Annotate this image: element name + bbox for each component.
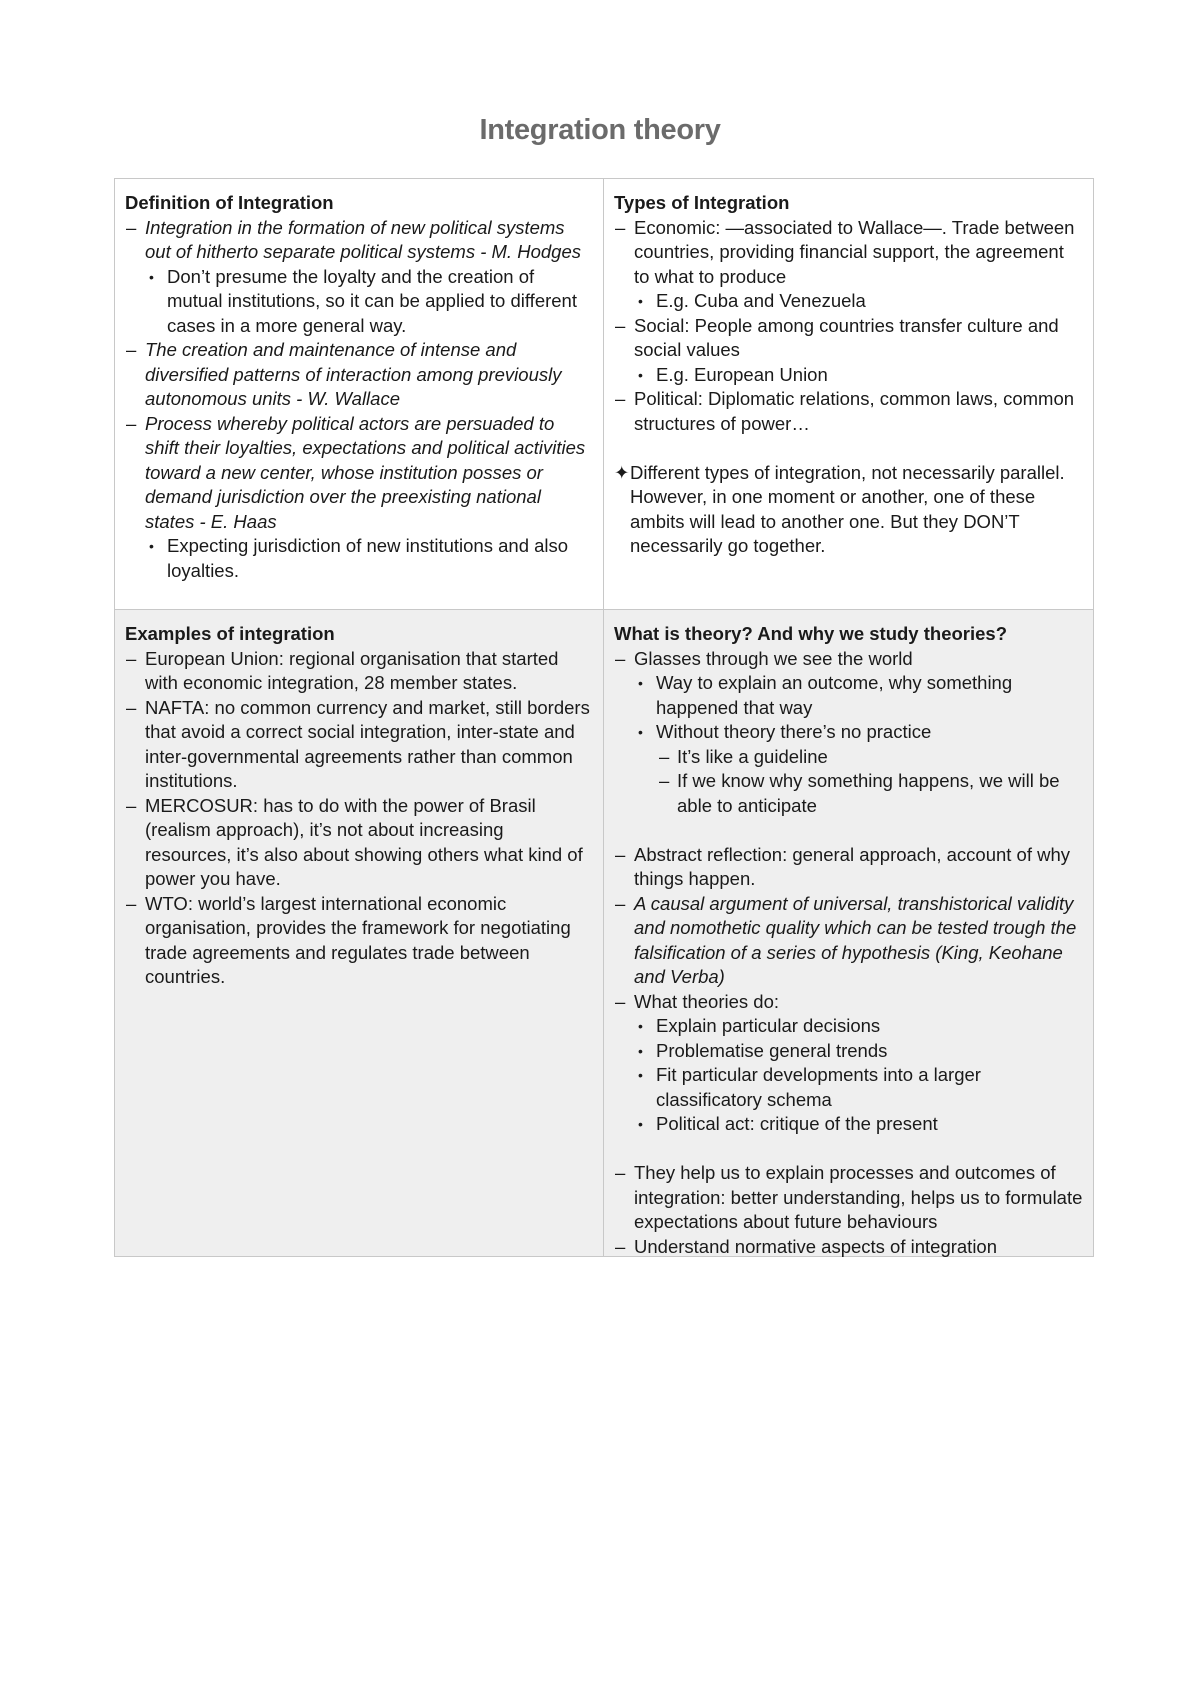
hodges-quote: Integration in the formation of new political systems out of hitherto separate political systems - M. Hodges	[145, 216, 581, 262]
anticipate-item: If we know why something happens, we will be able to anticipate	[677, 770, 1060, 816]
do-item: Fit particular developments into a larger classificatory schema	[656, 1064, 981, 1110]
list-item	[614, 720, 1083, 745]
list-item	[614, 1235, 1083, 1260]
definition-cell	[115, 179, 604, 610]
notes-table	[114, 178, 1094, 1257]
dash-marker: –	[615, 388, 626, 409]
list-item	[125, 338, 593, 412]
definition-heading: Definition of Integration	[125, 192, 334, 213]
haas-note: Expecting jurisdiction of new institutions and also loyalties.	[167, 535, 569, 581]
list-item	[614, 289, 1083, 314]
dash-marker: –	[615, 892, 626, 914]
theory-cell	[604, 610, 1093, 1256]
dash-marker: –	[659, 770, 670, 791]
examples-heading: Examples of integration	[125, 623, 335, 644]
list-item	[125, 265, 593, 339]
definition-list	[125, 216, 593, 584]
guideline-item: It’s like a guideline	[677, 745, 828, 767]
dash-marker: –	[126, 647, 137, 669]
dash-marker: –	[615, 1235, 626, 1257]
wto-example: WTO: world’s largest international economic organisation, provides the framework for negotiating trade agreements and regulates trade between countries.	[145, 892, 571, 987]
dash-marker: –	[615, 647, 626, 669]
bullet-marker: •	[638, 366, 643, 383]
what-theories-do: What theories do:	[634, 990, 779, 1012]
economic-type: Economic: —associated to Wallace—. Trade between countries, providing financial support, the agreement to what to produce	[634, 216, 1075, 287]
mercosur-example: MERCOSUR: has to do with the power of Brasil (realism approach), it’s not about increasing resources, it’s also about showing others what kind of power you have.	[145, 794, 583, 889]
causal-quote: A causal argument of universal, transhistorical validity and nomothetic quality which can be tested trough the falsification of a series of hypothesis (King, Keohane and Verba)	[634, 892, 1077, 987]
do-item: Political act: critique of the present	[656, 1113, 938, 1134]
bullet-marker: •	[149, 268, 154, 285]
bullet-marker: •	[638, 1042, 643, 1059]
theory-list	[614, 647, 1083, 819]
normative-item: Understand normative aspects of integration	[634, 1235, 998, 1257]
types-heading: Types of Integration	[614, 192, 790, 213]
dash-marker: –	[126, 696, 137, 718]
dash-marker: –	[126, 892, 137, 914]
bullet-marker: •	[149, 538, 154, 554]
way-item: Way to explain an outcome, why something happened that way	[656, 672, 1013, 718]
types-note-text: Different types of integration, not necessarily parallel. However, in one moment or another, one of these ambits will lead to another one. But they DON’T necessarily go together.	[630, 461, 1065, 556]
bullet-marker: •	[638, 1116, 643, 1132]
list-item	[614, 1039, 1083, 1064]
list-item	[614, 1063, 1083, 1112]
list-item	[614, 216, 1083, 290]
theory-list-3	[614, 1161, 1083, 1259]
page-title: Integration theory	[479, 114, 721, 146]
without-item: Without theory there’s no practice	[656, 721, 932, 742]
dash-marker: –	[126, 339, 137, 360]
haas-quote: Process whereby political actors are persuaded to shift their loyalties, expectations and political activities toward a new center, whose institution posses or demand jurisdiction over the preexisting national states - E. Haas	[145, 412, 586, 532]
list-item	[614, 990, 1083, 1015]
dash-marker: –	[659, 745, 670, 767]
nafta-example: NAFTA: no common currency and market, still borders that avoid a correct social integration, inter-state and inter-governmental agreements rather than common institutions.	[145, 696, 590, 791]
list-item	[125, 647, 593, 696]
list-item	[125, 412, 593, 535]
glasses-item: Glasses through we see the world	[634, 647, 913, 669]
bullet-marker: •	[638, 1018, 643, 1034]
abstract-item: Abstract reflection: general approach, account of why things happen.	[634, 843, 1071, 889]
economic-example: E.g. Cuba and Venezuela	[656, 290, 866, 311]
do-item: Problematise general trends	[656, 1039, 888, 1061]
dash-marker: –	[615, 843, 626, 865]
types-list	[614, 216, 1083, 437]
types-cell	[604, 179, 1093, 610]
social-example: E.g. European Union	[656, 363, 828, 385]
hodges-note: Don’t presume the loyalty and the creation of mutual institutions, so it can be applied to different cases in a more general way.	[167, 265, 577, 336]
dash-marker: –	[615, 990, 626, 1012]
list-item	[125, 216, 593, 265]
list-item	[614, 769, 1083, 818]
theory-list-2	[614, 843, 1083, 1137]
social-type: Social: People among countries transfer culture and social values	[634, 314, 1059, 360]
dash-marker: –	[615, 216, 626, 238]
eu-example: European Union: regional organisation that started with economic integration, 28 member states.	[145, 647, 559, 693]
list-item	[614, 892, 1083, 990]
sparkle-icon: ✦	[614, 461, 630, 483]
help-item: They help us to explain processes and outcomes of integration: better understanding, helps us to formulate expectations about future behaviours	[634, 1162, 1083, 1232]
list-item	[125, 534, 593, 583]
list-item	[614, 1112, 1083, 1137]
list-item	[614, 647, 1083, 672]
list-item	[125, 696, 593, 794]
dash-marker: –	[615, 1162, 626, 1183]
list-item	[614, 671, 1083, 720]
list-item	[614, 745, 1083, 770]
list-item	[125, 794, 593, 892]
theory-heading: What is theory? And why we study theories?	[614, 623, 1007, 644]
list-item	[614, 843, 1083, 892]
spacer	[614, 818, 1083, 843]
types-note	[614, 461, 1083, 559]
spacer	[614, 436, 1083, 461]
dash-marker: –	[126, 412, 137, 434]
list-item	[125, 892, 593, 990]
bullet-marker: •	[638, 293, 643, 309]
bullet-marker: •	[638, 1067, 643, 1083]
bullet-marker: •	[638, 724, 643, 740]
list-item	[614, 363, 1083, 388]
spacer	[614, 1137, 1083, 1162]
list-item	[614, 1161, 1083, 1235]
examples-cell	[115, 610, 604, 1256]
list-item	[614, 387, 1083, 436]
dash-marker: –	[126, 216, 137, 238]
list-item	[614, 314, 1083, 363]
dash-marker: –	[126, 794, 137, 816]
political-type: Political: Diplomatic relations, common laws, common structures of power…	[634, 388, 1075, 434]
do-item: Explain particular decisions	[656, 1015, 881, 1036]
list-item	[614, 1014, 1083, 1039]
bullet-marker: •	[638, 675, 643, 691]
examples-list	[125, 647, 593, 990]
wallace-quote: The creation and maintenance of intense and diversified patterns of interaction among previously autonomous units - W. Wallace	[145, 339, 562, 409]
dash-marker: –	[615, 314, 626, 336]
